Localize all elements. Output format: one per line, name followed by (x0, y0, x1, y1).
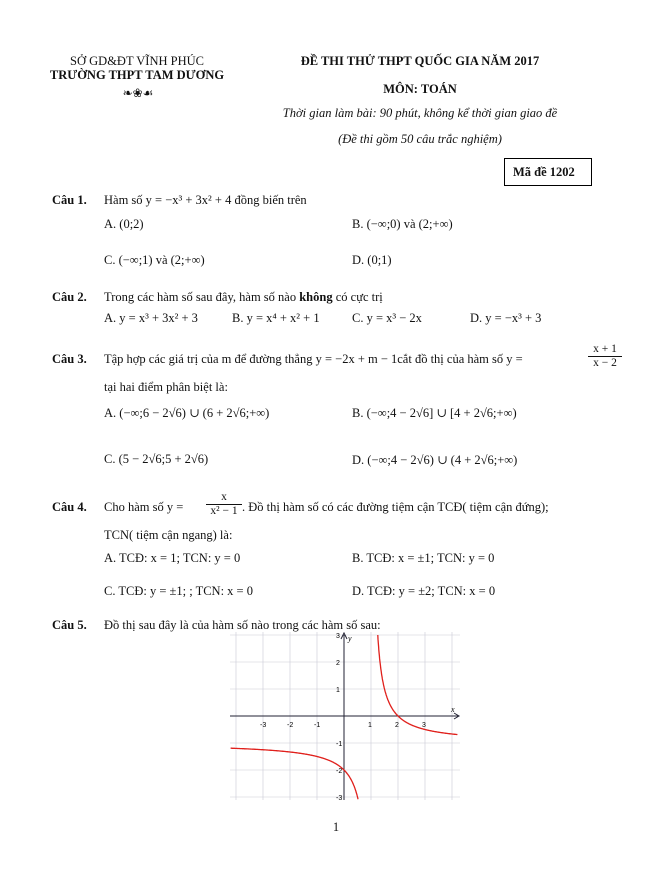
exam-code-box: Mã đề 1202 (504, 158, 592, 186)
y-tick-label: 3 (336, 633, 340, 640)
q4-frac-den: x² − 1 (210, 505, 238, 517)
q3-option-d: D. (−∞;4 − 2√6) ∪ (4 + 2√6;+∞) (352, 453, 518, 467)
q3-frac-den: x − 2 (593, 357, 617, 369)
q4-stem-pre: Cho hàm số y = (104, 500, 184, 514)
q3-option-c: C. (5 − 2√6;5 + 2√6) (104, 452, 209, 466)
q5-stem: Đồ thị sau đây là của hàm số nào trong các hàm số sau: (104, 618, 381, 632)
page-number: 1 (332, 820, 340, 834)
y-tick-label: 1 (336, 687, 340, 694)
q3-number: Câu 3. (52, 352, 87, 366)
curve-right-branch (378, 635, 458, 735)
q2-option-c: C. y = x³ − 2x (352, 311, 422, 325)
subject: MÔN: TOÁN (383, 82, 457, 96)
q1-stem: Hàm số y = −x³ + 3x² + 4 đồng biến trên (104, 193, 307, 207)
y-tick-label: -3 (336, 795, 343, 800)
q1-option-c: C. (−∞;1) và (2;+∞) (104, 253, 205, 267)
q4-fraction (206, 491, 242, 517)
q2-number: Câu 2. (52, 290, 87, 304)
q4-number: Câu 4. (52, 500, 87, 514)
x-tick-label: -1 (314, 722, 321, 729)
q1-option-d: D. (0;1) (352, 253, 392, 267)
q4-option-a: A. TCĐ: x = 1; TCN: y = 0 (104, 551, 241, 565)
ornament-icon: ❧❀☙ (122, 86, 154, 100)
q3-option-a: A. (−∞;6 − 2√6) ∪ (6 + 2√6;+∞) (104, 406, 270, 420)
y-tick-label: -2 (336, 768, 343, 775)
q4-stem-post: . Đồ thị hàm số có các đường tiệm cận TCĐ( tiệm cận đứng); (242, 500, 549, 514)
q4-option-b: B. TCĐ: x = ±1; TCN: y = 0 (352, 551, 495, 565)
time-note: Thời gian làm bài: 90 phút, không kể thời gian giao đề (282, 106, 558, 120)
q3-fraction (588, 343, 622, 369)
x-tick-label: 1 (368, 722, 372, 729)
q2-option-a: A. y = x³ + 3x² + 3 (104, 311, 198, 325)
q4-option-c: C. TCĐ: y = ±1; ; TCN: x = 0 (104, 584, 253, 598)
school-name: TRƯỜNG THPT TAM DƯƠNG (49, 68, 225, 82)
q4-option-d: D. TCĐ: y = ±2; TCN: x = 0 (352, 584, 496, 598)
q2-stem: Trong các hàm số sau đây, hàm số nào không có cực trị (104, 290, 383, 304)
q2-option-b: B. y = x⁴ + x² + 1 (232, 311, 320, 325)
q3-stem: Tập hợp các giá trị của m để đường thẳng y = −2x + m − 1cắt đồ thị của hàm số y = (104, 352, 523, 366)
q2-option-d: D. y = −x³ + 3 (470, 311, 542, 325)
q5-number: Câu 5. (52, 618, 87, 632)
q4-frac-num: x (206, 491, 242, 505)
exam-title: ĐỀ THI THỬ THPT QUỐC GIA NĂM 2017 (300, 54, 540, 68)
y-tick-label: -1 (336, 741, 343, 748)
dept-name: SỞ GD&ĐT VĨNH PHÚC (70, 54, 204, 68)
x-tick-label: -3 (260, 722, 267, 729)
y-tick-label: 2 (336, 660, 340, 667)
q1-option-a: A. (0;2) (104, 217, 144, 231)
q1-option-b: B. (−∞;0) và (2;+∞) (352, 217, 453, 231)
q1-number: Câu 1. (52, 193, 87, 207)
x-tick-label: -2 (287, 722, 294, 729)
y-axis-label: y (348, 634, 352, 643)
q4-stem-2: TCN( tiệm cận ngang) là: (104, 528, 233, 542)
q3-option-b: B. (−∞;4 − 2√6] ∪ [4 + 2√6;+∞) (352, 406, 517, 420)
q3-frac-num: x + 1 (588, 343, 622, 357)
function-graph (230, 632, 460, 800)
page-count-note: (Đề thi gồm 50 câu trắc nghiệm) (338, 132, 502, 146)
x-tick-label: 3 (422, 722, 426, 729)
x-axis-label: x (451, 705, 455, 714)
graph-axes (230, 633, 459, 800)
x-tick-label: 2 (395, 722, 399, 729)
q3-stem-2: tại hai điểm phân biệt là: (104, 380, 228, 394)
